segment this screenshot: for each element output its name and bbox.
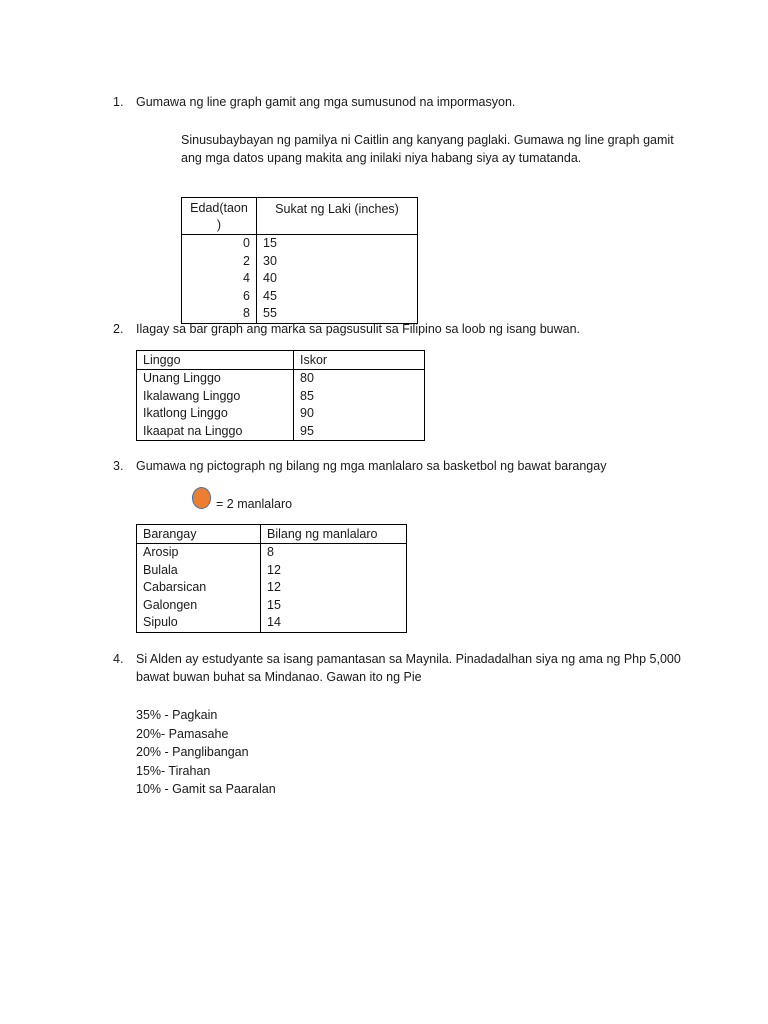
question-2-text: Ilagay sa bar graph ang marka sa pagsusulit sa Filipino sa loob ng isang buwan. (136, 322, 581, 336)
score-cell: 95 (294, 423, 425, 441)
table-row (137, 614, 407, 632)
table-row (137, 405, 425, 423)
table-row (182, 235, 418, 253)
score-cell: 90 (294, 405, 425, 423)
table-row (137, 423, 425, 441)
count-cell: 8 (261, 544, 407, 562)
score-cell: 80 (294, 370, 425, 388)
growth-table-age-header: Edad(taon ) (182, 198, 257, 235)
table-row (137, 562, 407, 580)
count-cell: 12 (261, 562, 407, 580)
age-cell: 6 (182, 288, 257, 306)
week-cell: Ikatlong Linggo (137, 405, 294, 423)
growth-table (181, 197, 418, 324)
size-cell: 30 (257, 253, 418, 271)
pictograph-legend-text: = 2 manlalaro (216, 497, 293, 511)
week-cell: Ikaapat na Linggo (137, 423, 294, 441)
size-cell: 45 (257, 288, 418, 306)
question-1-paragraph-line2: ang mga datos upang makita ang inilaki niya habang siya ay tumatanda. (181, 151, 582, 165)
week-cell: Unang Linggo (137, 370, 294, 388)
pie-item-list (136, 706, 276, 799)
barangay-cell: Cabarsican (137, 579, 261, 597)
player-circle-icon (192, 487, 211, 509)
question-4-number: 4. (113, 652, 124, 666)
question-3-text: Gumawa ng pictograph ng bilang ng mga manlalaro sa basketbol ng bawat barangay (136, 459, 607, 473)
barangay-cell: Galongen (137, 597, 261, 615)
list-item: 15%- Tirahan (136, 763, 211, 778)
table-row (137, 597, 407, 615)
age-cell: 8 (182, 305, 257, 323)
table-row (182, 253, 418, 271)
list-item: 10% - Gamit sa Paaralan (136, 782, 276, 796)
table-row (137, 544, 407, 562)
week-cell: Ikalawang Linggo (137, 388, 294, 406)
count-cell: 12 (261, 579, 407, 597)
players-table (136, 524, 407, 633)
age-cell: 0 (182, 235, 257, 253)
barangay-cell: Sipulo (137, 614, 261, 632)
question-3-number: 3. (113, 459, 124, 473)
scores-table (136, 350, 425, 441)
count-cell: 15 (261, 597, 407, 615)
size-cell: 40 (257, 270, 418, 288)
growth-table-size-header: Sukat ng Laki (inches) (257, 198, 418, 235)
scores-table-week-header: Linggo (137, 351, 294, 370)
question-1-number: 1. (113, 95, 124, 109)
players-table-count-header: Bilang ng manlalaro (261, 525, 407, 544)
table-row (137, 370, 425, 388)
table-row (182, 270, 418, 288)
age-cell: 2 (182, 253, 257, 271)
size-cell: 15 (257, 235, 418, 253)
age-cell: 4 (182, 270, 257, 288)
size-cell: 55 (257, 305, 418, 323)
list-item: 20%- Pamasahe (136, 726, 229, 741)
question-4-text-line1: Si Alden ay estudyante sa isang pamantasan sa Maynila. Pinadadalhan siya ng ama ng Php 5,000 (136, 652, 681, 666)
barangay-cell: Bulala (137, 562, 261, 580)
table-row (137, 388, 425, 406)
table-row (182, 288, 418, 306)
list-item: 20% - Panglibangan (136, 745, 249, 759)
barangay-cell: Arosip (137, 544, 261, 562)
question-1-paragraph-line1: Sinusubaybayan ng pamilya ni Caitlin ang kanyang paglaki. Gumawa ng line graph gamit (181, 133, 674, 147)
players-table-barangay-header: Barangay (137, 525, 261, 544)
question-4-text-line2: bawat buwan buhat sa Mindanao. Gawan ito ng Pie (136, 670, 422, 684)
question-1-text: Gumawa ng line graph gamit ang mga sumusunod na impormasyon. (136, 95, 516, 109)
table-row (137, 579, 407, 597)
score-cell: 85 (294, 388, 425, 406)
list-item: 35% - Pagkain (136, 708, 218, 722)
question-2-number: 2. (113, 322, 124, 336)
scores-table-score-header: Iskor (294, 351, 425, 370)
count-cell: 14 (261, 614, 407, 632)
